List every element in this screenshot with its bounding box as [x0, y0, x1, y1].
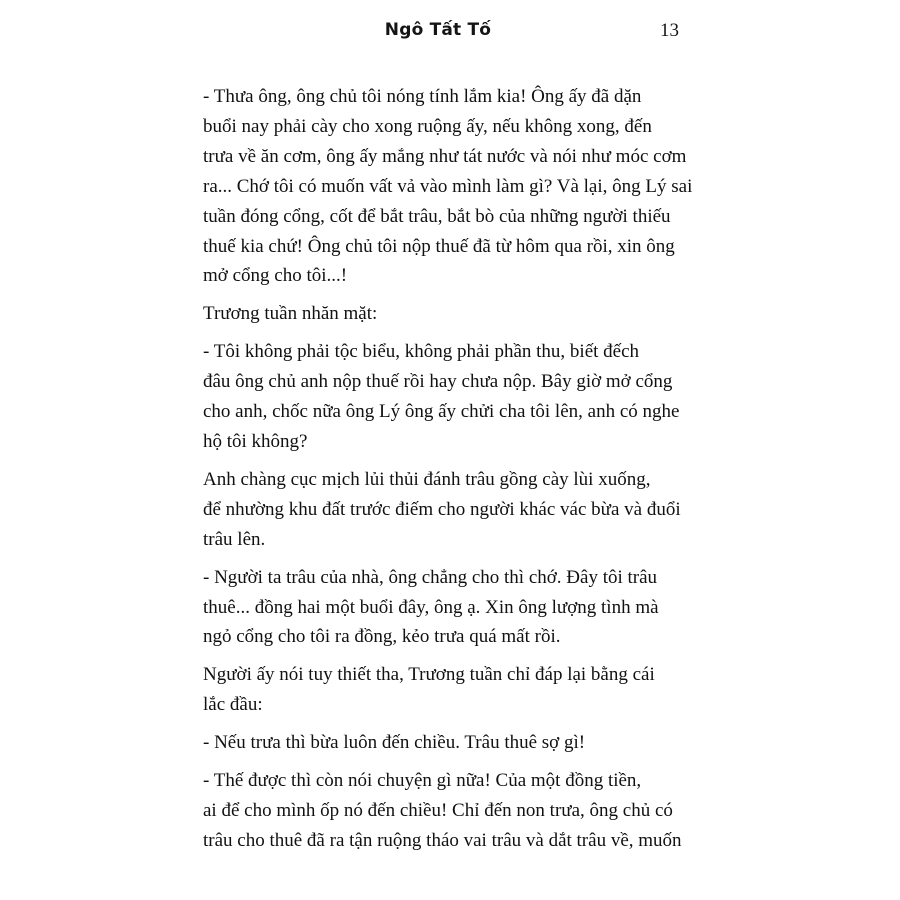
text-line: - Thưa ông, ông chủ tôi nóng tính lắm kia! Ông ấy đã dặn	[203, 86, 642, 107]
body-text	[203, 82, 703, 864]
paragraph-2	[203, 299, 703, 329]
text-line: ra... Chớ tôi có muốn vất vả vào mình làm gì? Và lại, ông Lý sai	[203, 175, 693, 197]
text-line: trưa về ăn cơm, ông ấy mắng như tát nước và nói như móc cơm	[203, 145, 687, 167]
paragraph-3	[203, 337, 703, 457]
running-header	[0, 20, 900, 50]
text-line: thuê... đồng hai một buổi đây, ông ạ. Xin ông lượng tình mà	[203, 596, 659, 618]
paragraph-5	[203, 563, 703, 653]
text-line: cho anh, chốc nữa ông Lý ông ấy chửi cha tôi lên, anh có nghe	[203, 401, 680, 423]
page-number: 13	[660, 20, 679, 41]
text-line: - Người ta trâu của nhà, ông chẳng cho thì chớ. Đây tôi trâu	[203, 566, 658, 588]
text-line: - Tôi không phải tộc biểu, không phải phần thu, biết đếch	[203, 341, 640, 363]
text-line: Trương tuần nhăn mặt:	[203, 303, 378, 325]
text-line: đâu ông chủ anh nộp thuế rồi hay chưa nộp. Bây giờ mở cổng	[203, 371, 673, 393]
text-line: thuế kia chứ! Ông chủ tôi nộp thuế đã từ hôm qua rồi, xin ông	[203, 235, 675, 257]
text-line: ngỏ cổng cho tôi ra đồng, kẻo trưa quá mất rồi.	[203, 626, 561, 648]
text-line: để nhường khu đất trước điếm cho người khác vác bừa và đuổi	[203, 498, 681, 520]
text-line: trâu cho thuê đã ra tận ruộng tháo vai trâu và dắt trâu về, muốn	[203, 829, 682, 851]
text-line: mở cổng cho tôi...!	[203, 265, 348, 287]
text-line: trâu lên.	[203, 528, 266, 550]
text-line: Người ấy nói tuy thiết tha, Trương tuần chỉ đáp lại bằng cái	[203, 664, 655, 686]
text-line: hộ tôi không?	[203, 430, 308, 452]
text-line: ai để cho mình ốp nó đến chiều! Chỉ đến non trưa, ông chủ có	[203, 799, 673, 821]
text-line: - Thế được thì còn nói chuyện gì nữa! Của một đồng tiền,	[203, 770, 642, 792]
text-line: tuần đóng cổng, cốt để bắt trâu, bắt bò của những người thiếu	[203, 205, 671, 227]
paragraph-6	[203, 660, 703, 720]
text-line: lắc đầu:	[203, 694, 263, 716]
paragraph-4	[203, 465, 703, 555]
text-line: - Nếu trưa thì bừa luôn đến chiều. Trâu thuê sợ gì!	[203, 732, 586, 754]
paragraph-8	[203, 766, 703, 856]
text-line: Anh chàng cục mịch lủi thủi đánh trâu gồng cày lùi xuống,	[203, 468, 651, 490]
paragraph-1	[203, 82, 703, 291]
header-author: Ngô Tất Tố	[384, 20, 492, 40]
text-line: buổi nay phải cày cho xong ruộng ấy, nếu không xong, đến	[203, 115, 652, 137]
paragraph-7	[203, 728, 703, 758]
